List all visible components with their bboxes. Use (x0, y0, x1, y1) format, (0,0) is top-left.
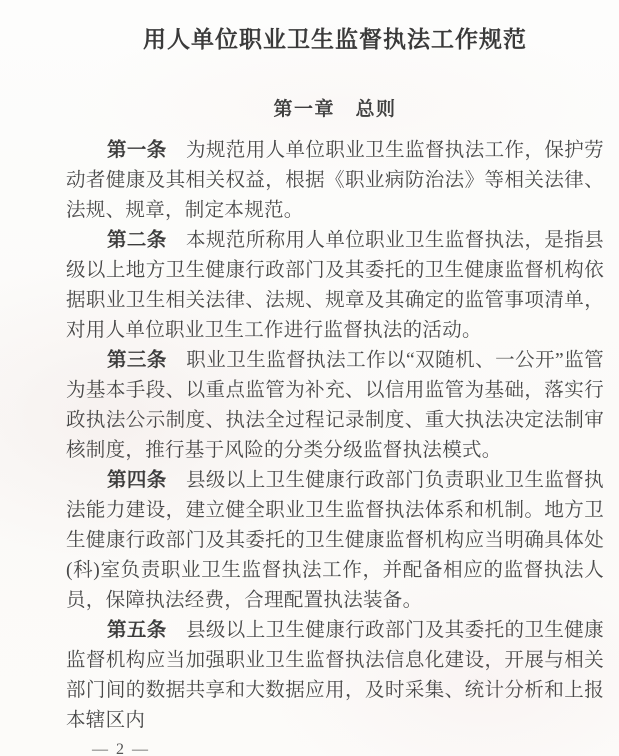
document-content (0, 24, 619, 756)
article-5-label: 第五条 (106, 620, 167, 641)
article-1-label: 第一条 (106, 140, 167, 161)
article-5-text: 县级以上卫生健康行政部门及其委托的卫生健康监督机构应当加强职业卫生监督执法信息化建设，开展与相关部门间的数据共享和大数据应用，及时采集、统计分析和上报本辖区内 (66, 620, 604, 731)
article-4-label: 第四条 (106, 470, 167, 491)
article-2-text: 本规范所称用人单位职业卫生监督执法，是指县级以上地方卫生健康行政部门及其委托的卫生健康监督机构依据职业卫生相关法律、法规、规章及其确定的监管事项清单，对用人单位职业卫生工作进行监督执法的活动。 (66, 230, 604, 341)
article-3 (66, 346, 604, 466)
article-1 (66, 136, 604, 226)
article-4-text: 县级以上卫生健康行政部门负责职业卫生监督执法能力建设，建立健全职业卫生监督执法体系和机制。地方卫生健康行政部门及其委托的卫生健康监督机构应当明确具体处(科)室负责职业卫生监督执法工作，并配备相应的监督执法人员，保障执法经费，合理配置执法装备。 (66, 470, 604, 611)
article-2-label: 第二条 (106, 230, 167, 251)
article-1-text: 为规范用人单位职业卫生监督执法工作，保护劳动者健康及其相关权益，根据《职业病防治法》等相关法律、法规、规章，制定本规范。 (66, 140, 604, 221)
article-3-label: 第三条 (106, 350, 167, 371)
article-5 (66, 616, 604, 736)
article-3-text: 职业卫生监督执法工作以“双随机、一公开”监管为基本手段、以重点监管为补充、以信用监管为基础，落实行政执法公示制度、执法全过程记录制度、重大执法决定法制审核制度，推行基于风险的分类分级监督执法模式。 (66, 350, 604, 461)
page-number: — 2 — (92, 741, 150, 756)
article-2 (66, 226, 604, 346)
document-body (66, 136, 604, 736)
article-4 (66, 466, 604, 616)
document-title: 用人单位职业卫生监督执法工作规范 (143, 27, 527, 52)
chapter-heading: 第一章 总则 (273, 99, 397, 120)
